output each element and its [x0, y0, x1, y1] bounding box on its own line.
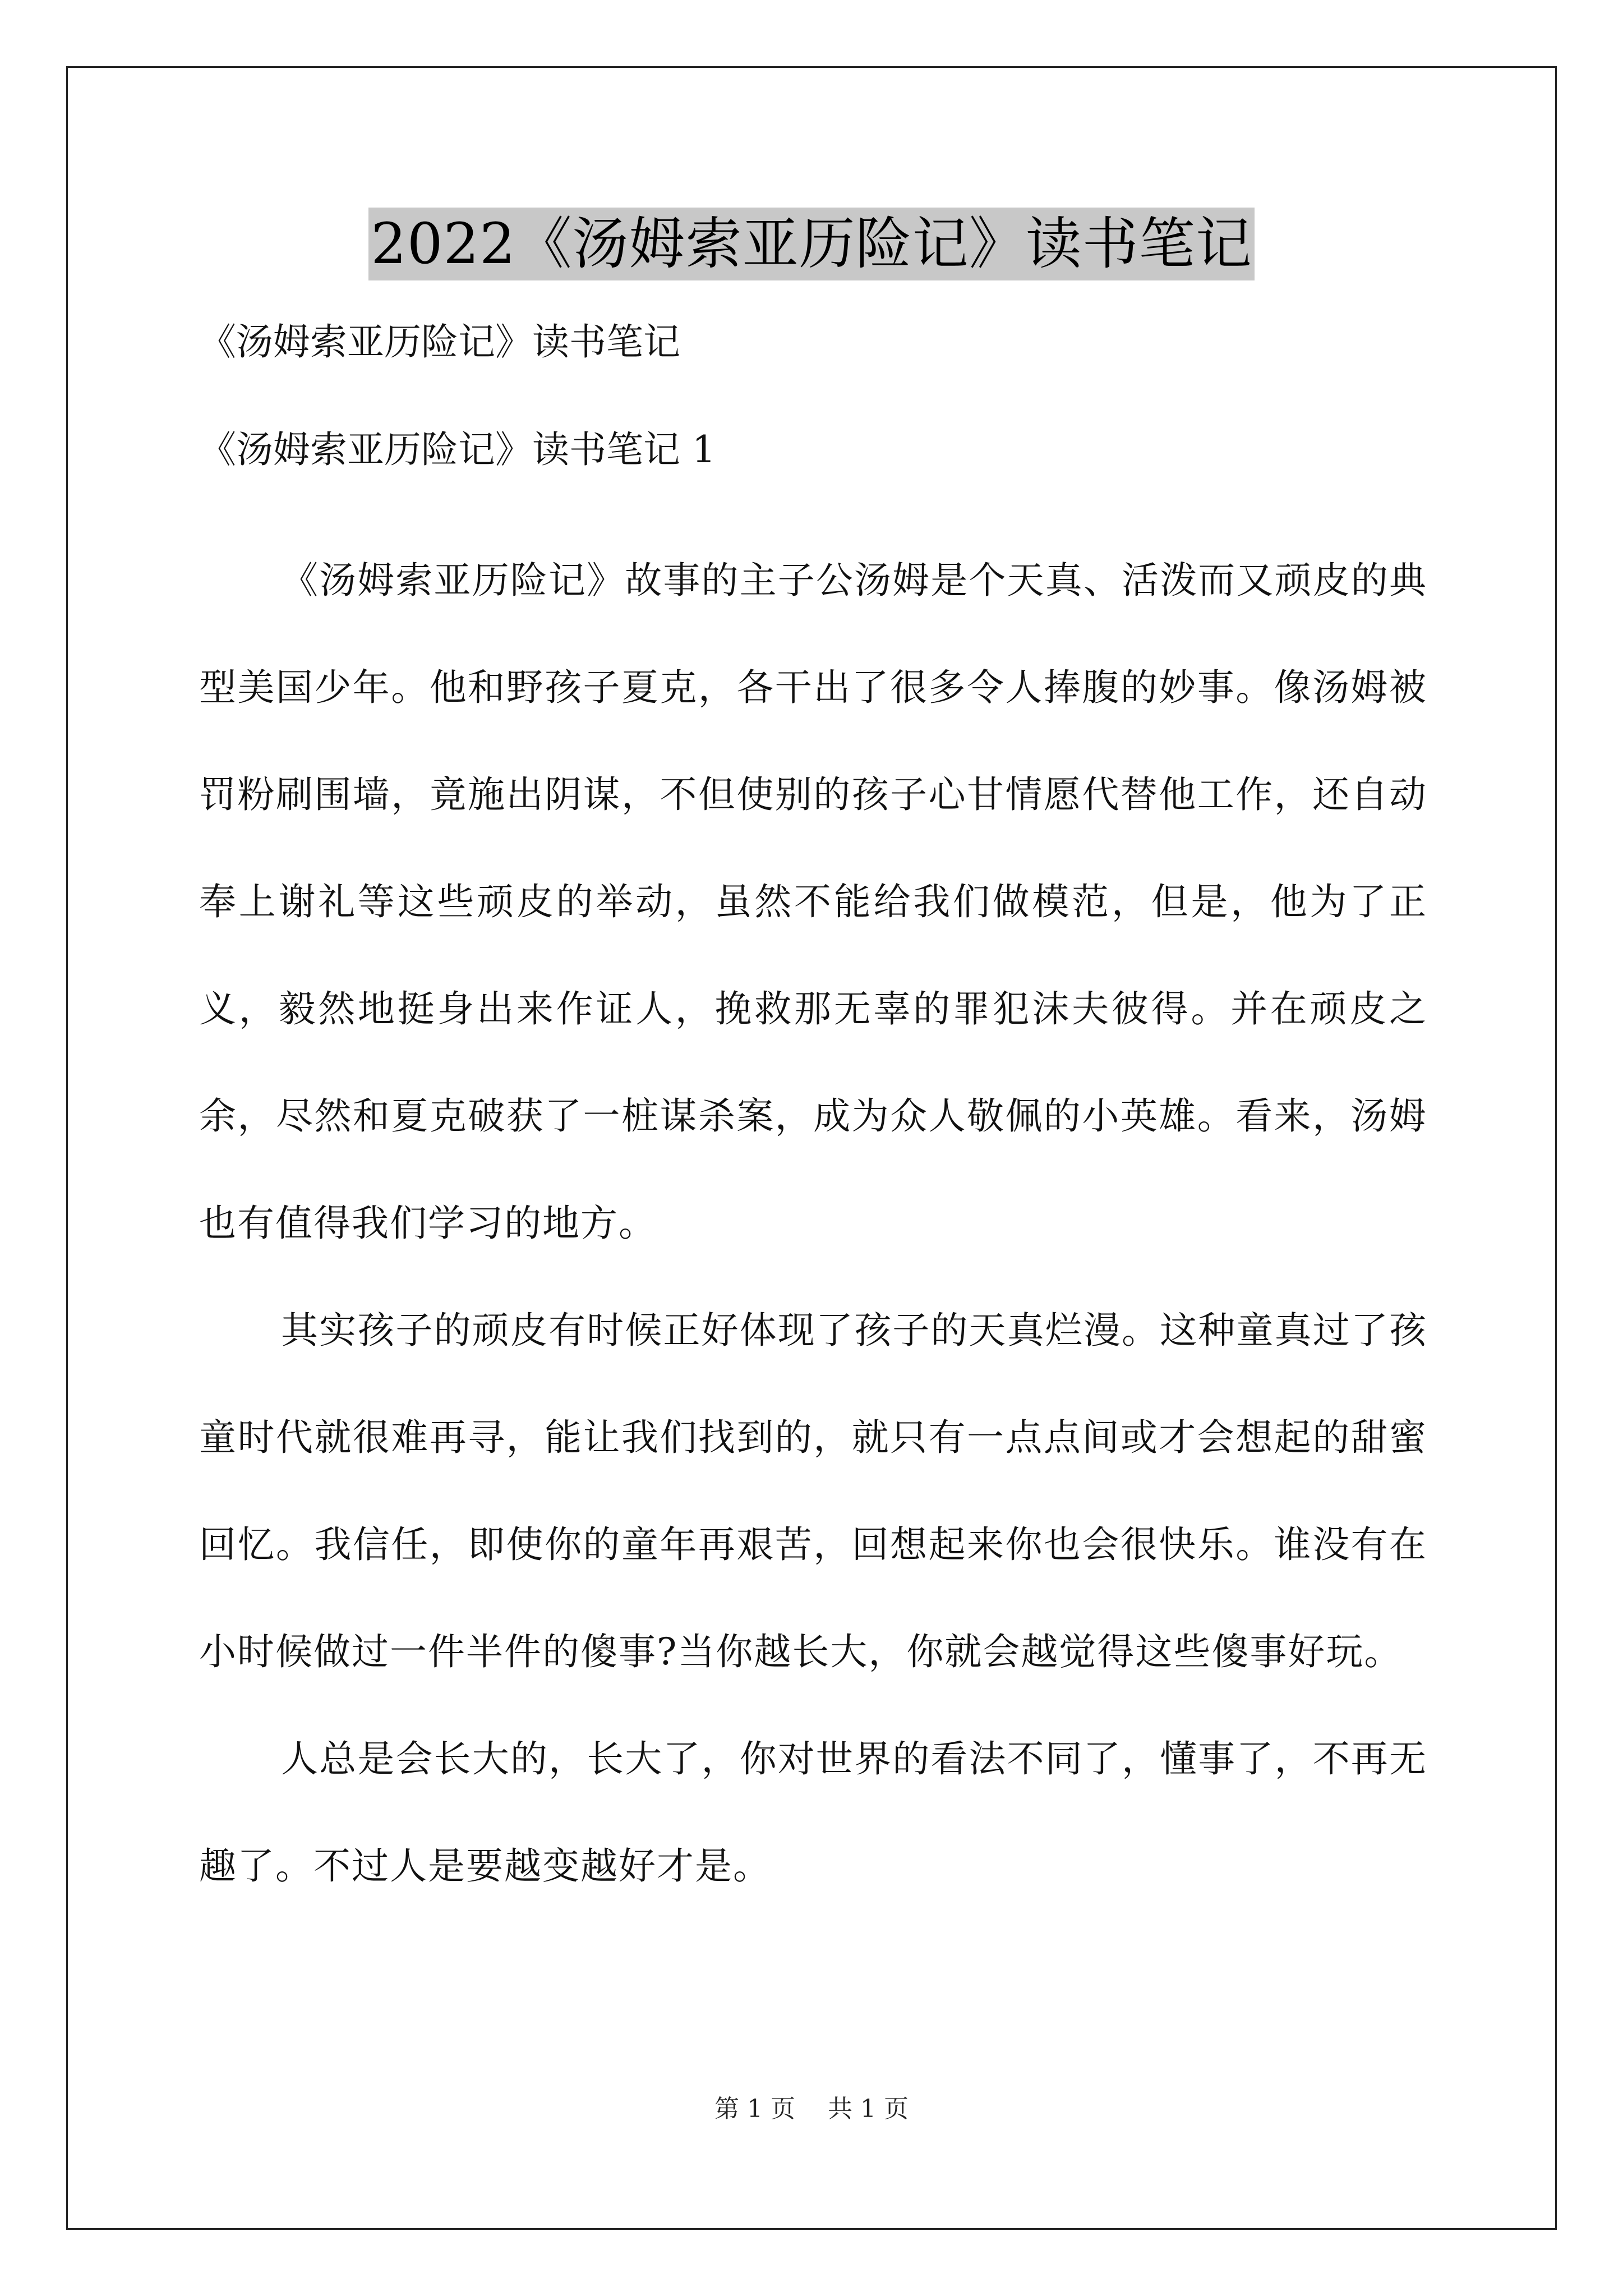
page-count: 共 1 页: [828, 2095, 909, 2123]
page-footer: [0, 2092, 1623, 2126]
document-title: 2022《汤姆索亚历险记》读书笔记: [368, 208, 1255, 280]
paragraph: 其实孩子的顽皮有时候正好体现了孩子的天真烂漫。这种童真过了孩童时代就很难再寻，能让我们找到的，就只有一点点间或才会想起的甜蜜回忆。我信任，即使你的童年再艰苦，回想起来你也会很快乐。谁没有在小时候做过一件半件的傻事?当你越长大，你就会越觉得这些傻事好玩。: [199, 1309, 1427, 1673]
subheading-numbered: 《汤姆索亚历险记》读书笔记 1: [199, 428, 716, 471]
paragraph: 《汤姆索亚历险记》故事的主子公汤姆是个天真、活泼而又顽皮的典型美国少年。他和野孩子夏克，各干出了很多令人捧腹的妙事。像汤姆被罚粉刷围墙，竟施出阴谋，不但使别的孩子心甘情愿代替他工作，还自动奉上谢礼等这些顽皮的举动，虽然不能给我们做模范，但是，他为了正义，毅然地挺身出来作证人，挽救那无辜的罪犯沫夫彼得。并在顽皮之余，尽然和夏克破获了一桩谋杀案，成为众人敬佩的小英雄。看来，汤姆也有值得我们学习的地方。: [199, 559, 1427, 1245]
document-body: [199, 311, 1427, 1920]
page-number: 第 1 页: [714, 2095, 795, 2123]
subheading: 《汤姆索亚历险记》读书笔记: [199, 320, 680, 364]
paragraph: 人总是会长大的，长大了，你对世界的看法不同了，懂事了，不再无趣了。不过人是要越变越好才是。: [199, 1737, 1427, 1888]
title-container: [0, 208, 1623, 280]
